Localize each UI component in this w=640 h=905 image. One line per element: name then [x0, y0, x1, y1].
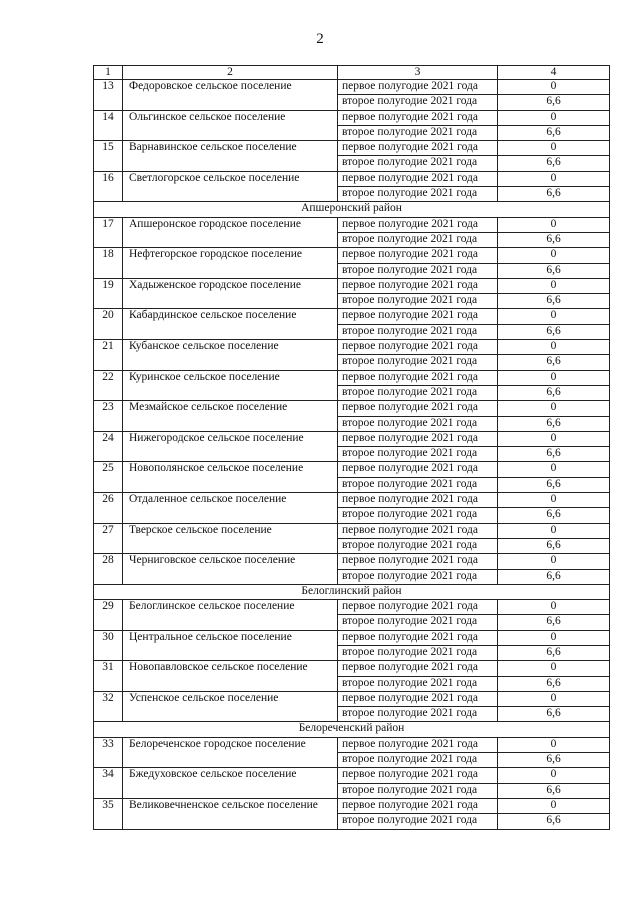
period-second-half: второе полугодие 2021 года [338, 232, 498, 247]
period-second-half: второе полугодие 2021 года [338, 294, 498, 309]
settlement-name: Отдаленное сельское поселение [123, 493, 338, 524]
row-number: 33 [94, 737, 123, 768]
period-first-half: первое полугодие 2021 года [338, 554, 498, 569]
value-first-half: 0 [498, 523, 610, 538]
value-first-half: 0 [498, 431, 610, 446]
table-row [94, 110, 610, 125]
district-name: Белореченский район [94, 722, 610, 737]
district-row [94, 584, 610, 599]
settlement-name: Кубанское сельское поселение [123, 340, 338, 371]
period-first-half: первое полугодие 2021 года [338, 462, 498, 477]
settlement-name: Ольгинское сельское поселение [123, 110, 338, 141]
value-first-half: 0 [498, 493, 610, 508]
page-number: 2 [316, 31, 324, 47]
row-number: 16 [94, 171, 123, 202]
period-first-half: первое полугодие 2021 года [338, 80, 498, 95]
table-row [94, 370, 610, 385]
period-second-half: второе полугодие 2021 года [338, 263, 498, 278]
period-second-half: второе полугодие 2021 года [338, 615, 498, 630]
value-second-half: 6,6 [498, 355, 610, 370]
period-first-half: первое полугодие 2021 года [338, 370, 498, 385]
value-second-half: 6,6 [498, 814, 610, 829]
table-row [94, 768, 610, 783]
value-second-half: 6,6 [498, 707, 610, 722]
value-second-half: 6,6 [498, 569, 610, 584]
period-second-half: второе полугодие 2021 года [338, 187, 498, 202]
column-header: 4 [498, 66, 610, 80]
row-number: 25 [94, 462, 123, 493]
value-second-half: 6,6 [498, 508, 610, 523]
district-row [94, 202, 610, 217]
period-second-half: второе полугодие 2021 года [338, 95, 498, 110]
settlement-name: Белореченское городское поселение [123, 737, 338, 768]
row-number: 19 [94, 278, 123, 309]
table-row [94, 401, 610, 416]
table-row [94, 630, 610, 645]
table-row [94, 493, 610, 508]
period-second-half: второе полугодие 2021 года [338, 385, 498, 400]
period-first-half: первое полугодие 2021 года [338, 278, 498, 293]
table-header-row [94, 66, 610, 80]
period-first-half: первое полугодие 2021 года [338, 217, 498, 232]
column-header: 2 [123, 66, 338, 80]
value-second-half: 6,6 [498, 645, 610, 660]
value-first-half: 0 [498, 798, 610, 813]
row-number: 13 [94, 80, 123, 111]
period-second-half: второе полугодие 2021 года [338, 707, 498, 722]
table-row [94, 600, 610, 615]
district-row [94, 722, 610, 737]
value-first-half: 0 [498, 141, 610, 156]
row-number: 26 [94, 493, 123, 524]
row-number: 32 [94, 691, 123, 722]
value-second-half: 6,6 [498, 263, 610, 278]
settlement-name: Нижегородское сельское поселение [123, 431, 338, 462]
period-second-half: второе полугодие 2021 года [338, 355, 498, 370]
table-row [94, 309, 610, 324]
period-first-half: первое полугодие 2021 года [338, 493, 498, 508]
period-second-half: второе полугодие 2021 года [338, 676, 498, 691]
row-number: 23 [94, 401, 123, 432]
settlement-name: Апшеронское городское поселение [123, 217, 338, 248]
value-first-half: 0 [498, 737, 610, 752]
value-first-half: 0 [498, 462, 610, 477]
value-first-half: 0 [498, 171, 610, 186]
table-row [94, 798, 610, 813]
value-second-half: 6,6 [498, 95, 610, 110]
settlement-name: Варнавинское сельское поселение [123, 141, 338, 172]
value-first-half: 0 [498, 309, 610, 324]
table-row [94, 141, 610, 156]
period-second-half: второе полугодие 2021 года [338, 753, 498, 768]
value-second-half: 6,6 [498, 294, 610, 309]
value-first-half: 0 [498, 630, 610, 645]
row-number: 34 [94, 768, 123, 799]
district-name: Апшеронский район [94, 202, 610, 217]
table-row [94, 340, 610, 355]
row-number: 20 [94, 309, 123, 340]
value-second-half: 6,6 [498, 156, 610, 171]
value-second-half: 6,6 [498, 783, 610, 798]
row-number: 15 [94, 141, 123, 172]
period-first-half: первое полугодие 2021 года [338, 737, 498, 752]
table-row [94, 661, 610, 676]
period-first-half: первое полугодие 2021 года [338, 431, 498, 446]
value-first-half: 0 [498, 401, 610, 416]
settlements-table [93, 65, 610, 830]
period-second-half: второе полугодие 2021 года [338, 508, 498, 523]
period-first-half: первое полугодие 2021 года [338, 600, 498, 615]
period-first-half: первое полугодие 2021 года [338, 340, 498, 355]
settlement-name: Кабардинское сельское поселение [123, 309, 338, 340]
value-first-half: 0 [498, 691, 610, 706]
value-second-half: 6,6 [498, 416, 610, 431]
value-first-half: 0 [498, 370, 610, 385]
period-second-half: второе полугодие 2021 года [338, 783, 498, 798]
table-row [94, 554, 610, 569]
settlement-name: Новополянское сельское поселение [123, 462, 338, 493]
value-second-half: 6,6 [498, 538, 610, 553]
column-header: 1 [94, 66, 123, 80]
period-second-half: второе полугодие 2021 года [338, 416, 498, 431]
value-first-half: 0 [498, 110, 610, 125]
period-second-half: второе полугодие 2021 года [338, 538, 498, 553]
period-first-half: первое полугодие 2021 года [338, 110, 498, 125]
value-first-half: 0 [498, 217, 610, 232]
period-second-half: второе полугодие 2021 года [338, 156, 498, 171]
row-number: 30 [94, 630, 123, 661]
value-second-half: 6,6 [498, 615, 610, 630]
row-number: 17 [94, 217, 123, 248]
value-first-half: 0 [498, 600, 610, 615]
value-second-half: 6,6 [498, 187, 610, 202]
row-number: 14 [94, 110, 123, 141]
period-first-half: первое полугодие 2021 года [338, 523, 498, 538]
period-second-half: второе полугодие 2021 года [338, 477, 498, 492]
value-second-half: 6,6 [498, 477, 610, 492]
row-number: 29 [94, 600, 123, 631]
value-first-half: 0 [498, 248, 610, 263]
settlement-name: Черниговское сельское поселение [123, 554, 338, 585]
period-first-half: первое полугодие 2021 года [338, 661, 498, 676]
period-first-half: первое полугодие 2021 года [338, 768, 498, 783]
value-first-half: 0 [498, 340, 610, 355]
table-row [94, 431, 610, 446]
period-second-half: второе полугодие 2021 года [338, 324, 498, 339]
settlement-name: Нефтегорское городское поселение [123, 248, 338, 279]
value-second-half: 6,6 [498, 385, 610, 400]
period-first-half: первое полугодие 2021 года [338, 691, 498, 706]
period-first-half: первое полугодие 2021 года [338, 401, 498, 416]
period-first-half: первое полугодие 2021 года [338, 309, 498, 324]
value-first-half: 0 [498, 554, 610, 569]
table-row [94, 248, 610, 263]
value-second-half: 6,6 [498, 753, 610, 768]
period-first-half: первое полугодие 2021 года [338, 141, 498, 156]
period-second-half: второе полугодие 2021 года [338, 125, 498, 140]
value-second-half: 6,6 [498, 324, 610, 339]
settlement-name: Мезмайское сельское поселение [123, 401, 338, 432]
row-number: 28 [94, 554, 123, 585]
table-row [94, 462, 610, 477]
period-second-half: второе полугодие 2021 года [338, 569, 498, 584]
value-first-half: 0 [498, 278, 610, 293]
column-header: 3 [338, 66, 498, 80]
settlement-name: Куринское сельское поселение [123, 370, 338, 401]
table-row [94, 523, 610, 538]
table-row [94, 80, 610, 95]
period-second-half: второе полугодие 2021 года [338, 645, 498, 660]
row-number: 35 [94, 798, 123, 829]
row-number: 22 [94, 370, 123, 401]
period-first-half: первое полугодие 2021 года [338, 248, 498, 263]
value-second-half: 6,6 [498, 676, 610, 691]
settlement-name: Новопавловское сельское поселение [123, 661, 338, 692]
settlement-name: Тверское сельское поселение [123, 523, 338, 554]
period-first-half: первое полугодие 2021 года [338, 798, 498, 813]
settlement-name: Светлогорское сельское поселение [123, 171, 338, 202]
table-row [94, 691, 610, 706]
district-name: Белоглинский район [94, 584, 610, 599]
row-number: 24 [94, 431, 123, 462]
row-number: 31 [94, 661, 123, 692]
period-first-half: первое полугодие 2021 года [338, 171, 498, 186]
settlement-name: Федоровское сельское поселение [123, 80, 338, 111]
settlement-name: Центральное сельское поселение [123, 630, 338, 661]
row-number: 18 [94, 248, 123, 279]
table-row [94, 217, 610, 232]
value-second-half: 6,6 [498, 447, 610, 462]
period-second-half: второе полугодие 2021 года [338, 447, 498, 462]
row-number: 27 [94, 523, 123, 554]
row-number: 21 [94, 340, 123, 371]
value-second-half: 6,6 [498, 232, 610, 247]
table-row [94, 737, 610, 752]
settlement-name: Великовечненское сельское поселение [123, 798, 338, 829]
value-second-half: 6,6 [498, 125, 610, 140]
value-first-half: 0 [498, 80, 610, 95]
value-first-half: 0 [498, 768, 610, 783]
period-second-half: второе полугодие 2021 года [338, 814, 498, 829]
settlement-name: Бжедуховское сельское поселение [123, 768, 338, 799]
period-first-half: первое полугодие 2021 года [338, 630, 498, 645]
settlement-name: Хадыженское городское поселение [123, 278, 338, 309]
settlement-name: Белоглинское сельское поселение [123, 600, 338, 631]
value-first-half: 0 [498, 661, 610, 676]
table-row [94, 278, 610, 293]
settlement-name: Успенское сельское поселение [123, 691, 338, 722]
table-row [94, 171, 610, 186]
